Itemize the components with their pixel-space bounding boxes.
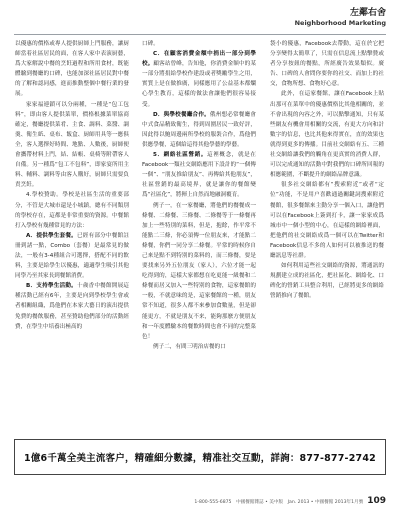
article-paragraph xyxy=(142,150,256,200)
article-column-3 xyxy=(270,39,384,301)
paragraph-text: 以優惠的價格或專人提供厨師上門服務，讓厨師當着社區居民的面，在客人家中表演厨藝，爲大家解說中餐的烹飪過程和所用食材，既能體驗到餐廳的口碑，也能加深社區居民對中餐的了解和認同感，進而推動整個中餐行業的發展。 xyxy=(15,41,129,98)
advertisement-banner xyxy=(14,439,386,475)
paragraph-text: 十歲香中餐館開展這種活動已經有6年，主要是向到學校學生會或者相關組織，爲他們在本家大藝日的演出提供免費的餐飲服務，甚至贊助他們部分的活動經費，在學生中培養出極高的 xyxy=(15,283,129,330)
article-paragraph xyxy=(15,100,129,191)
advertisement-text: 1億6千萬全美主流客户，精確細分數據，精准社交互動，詳詢：877-877-2742 xyxy=(24,453,376,464)
subsection-heading: D．與學校餐廳合作。 xyxy=(153,111,210,118)
article-paragraph xyxy=(270,261,384,301)
paragraph-text: 4.學校贊助。學校是社區生活的重要部分，不管是大城市還是小城鎮，總有不同類別的學校存在，這都是非常重要的資源。中餐館打入學校有幾種常見的方法： xyxy=(15,192,129,229)
paragraph-text: 如何利用這些社交網絡的資源，將通訊的規劃建立成的社區化，把社區化、網絡化、口碑化的營銷工具整合利用，已經將更多的網絡營銷推向了餐館。 xyxy=(270,263,384,300)
section-title-english: Neighborhood Marketing xyxy=(294,19,386,27)
paragraph-text: 例子二，有間三明治店餐的口 xyxy=(153,343,226,350)
article-column-2 xyxy=(142,39,256,352)
article-paragraph xyxy=(15,190,129,230)
page-footer xyxy=(194,496,386,506)
header-divider xyxy=(14,34,386,35)
subsection-heading: 5．網絡社區營銷。 xyxy=(153,152,208,159)
subsection-heading: B．支持學生活動。 xyxy=(26,283,77,290)
paragraph-text: 這裡概念，就是在Facebook一類社交網絡應用下設計的“一個傳一個”、“朋友推給朋友”、再傳給其他朋友”，社區營銷的最高境界，就是讓你的餐館變爲“社區化”，將揮上自然而地融洞覆育。 xyxy=(142,152,256,199)
article-paragraph xyxy=(142,201,256,342)
paragraph-text: 例子一，在一家餐廳，將他們的餐餐成一條餐、二條餐、三條餐、二條餐等于一條餐再加上一些特別的菜料，但是，抱餘，作平常不能點二三條，你必須傳一位朋友來，才能點二條餐，你們一同分享二條餐。平常的時候你自己來是點不到特別的菜料的，而三條餐，要是要找來另外五位朋友（家人），六位才能一起吃得到的，這樣大家都想在吃更能一級餐和二條餐而居又加入一些特別的食物，這家餐館的一般，不就意味的是，這家餐館的一種，朋友常不知道，很多人都不來參加食數量，但是卻能更方，不就是朋友不来，能夠那麽方便朋友和一年度體驗本的餐飲時間也會不同的完整菜色！ xyxy=(142,202,256,340)
article-paragraph xyxy=(142,39,256,49)
paragraph-text: 俄州想必常餐廳會中式食品精致衛生，得到周圍居民一致好評，因此得以鮑周邊兩所學校的服裝合作，爲他們供應學餐，這個給這得其他學藝的學藝。 xyxy=(142,111,256,148)
article-paragraph xyxy=(270,39,384,89)
article-column-1 xyxy=(15,39,129,332)
subsection-heading: A．提供學生套餐。 xyxy=(26,232,77,239)
paragraph-text: 已經有部分中餐館註冊到諸一點，Combo（套餐）是最常見的做法，一般有3-4種組合可選擇，搭配不同的飲料，主要是給學生以優惠，適適學生吸引其他同學乃至其家長到餐館消費。 xyxy=(15,232,129,280)
paragraph-text: 很多社交網絡都有“搜索附近”或者“定位”功能，不是用户喜歡通過關鍵詞搜索附近餐館，很多餐館來主動分享一個入口，讓他們可以在Facebook上簽到打卡，讓一家家成爲城市中一個小型的中心，在這樣的網絡裡面，把他們的社交網絡成爲一個可以在Twitter和Facebook信息不多的人如何可以被推送的餐廳訊息等社群。 xyxy=(270,182,384,259)
article-paragraph xyxy=(142,110,256,150)
paragraph-text: 顧客站曾峰，告知他，你消費金額中的某一部分將捐給學校作建設或者獎勵學生之用，實質上是在做推廣，同樣應用了公益基本都爛心學生教育，這樣的做法會讓他們很容易接受。 xyxy=(142,61,256,108)
article-paragraph xyxy=(15,39,129,100)
article-paragraph xyxy=(15,231,129,281)
section-title-chinese: 左鄰右舍 xyxy=(349,8,386,18)
paragraph-text: 此外，在這家餐館，讓在Facebook上貼出那可在菜單中的優惠價格比其他相關的，並不會出現的內容之外，可以點擊通知，只有某些網友有機會用相關的交流，有更大方向和計數字的信息，也比其他來得實在，直的效果也就得到更多的傳播。目前社交網絡有五、三種社交網絡讓我們的觸角在更真實的消費人群，可以完成通知的活動中對我們的口碑所回報的相應範圍，不斷提升的網絡品牌意識。 xyxy=(270,91,384,179)
subsection-heading: C．在顧客消費金額中捐出一部分到學校。 xyxy=(142,51,256,68)
article-paragraph xyxy=(15,281,129,331)
article-paragraph xyxy=(270,89,384,180)
footer-publication-info: 1-800-555-6875 中國餐館雜誌 • 美中版 Jan. 2013 • 中國餐館 2013年1月號 xyxy=(194,500,364,505)
paragraph-text: 口碑。 xyxy=(142,41,159,47)
page-number: 109 xyxy=(367,496,386,506)
article-paragraph xyxy=(270,180,384,261)
section-header xyxy=(295,7,386,28)
article-paragraph xyxy=(142,342,256,352)
paragraph-text: 袋小的優惠，Facebook去帶動，這在於它把分享變得太簡單了，只需在信息流上點擊贊或者分享按鈕的餐點，所經廣告效果類似。廣告、口碑的人會問你要你的社交、而加上的社交，食物所想、食物好心意。 xyxy=(270,41,384,88)
article-paragraph xyxy=(142,49,256,110)
paragraph-text: 家家福連鎖可以分兩種，一種是“包工包料”，即由客人提供菜單，價格根據菜單協商確定，餐廳提供菜肴、主食、調料、菜醬、調羹、衛生紙、桌布、飯盒、厨師用具等一應俱全，客人選擇好時間、地點、人數後，厨師便會攜帶材料上門，結、結帳、桌椅等附帶客人自備。另一種爲“包工不包料”，即家宴所用主料、輔料、調料等由客人購好，厨師只需要負責烹飪。 xyxy=(15,101,129,189)
